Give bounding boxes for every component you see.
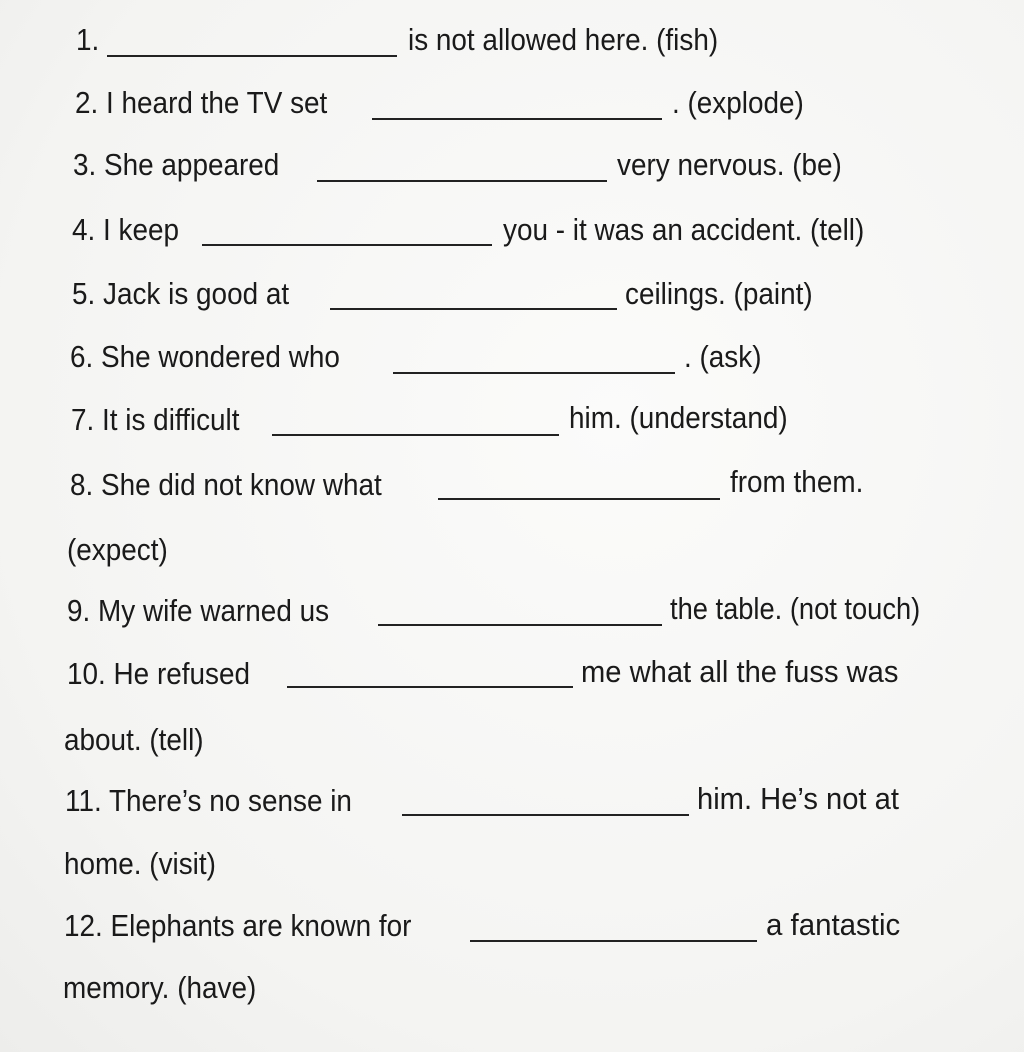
item-4-after: you - it was an accident. (tell): [503, 212, 865, 247]
item-1-after: is not allowed here. (fish): [408, 22, 719, 57]
item-4-before: 4. I keep: [72, 212, 180, 247]
item-3-blank[interactable]: [317, 180, 607, 182]
item-2-before: 2. I heard the TV set: [75, 85, 328, 120]
item-3-after: very nervous. (be): [617, 147, 842, 182]
item-10-before: 10. He refused: [67, 656, 251, 691]
item-4-blank[interactable]: [202, 244, 492, 246]
item-8-after: from them.: [730, 464, 864, 499]
item-5-blank[interactable]: [330, 308, 617, 310]
item-11-before: 11. There’s no sense in: [65, 783, 352, 818]
item-2-blank[interactable]: [372, 118, 662, 120]
item-10-blank[interactable]: [287, 686, 573, 688]
item-1-before: 1.: [76, 22, 100, 57]
item-9-before: 9. My wife warned us: [67, 593, 330, 628]
item-7-blank[interactable]: [272, 434, 559, 436]
item-9-blank[interactable]: [378, 624, 662, 626]
item-7-before: 7. It is difficult: [71, 402, 240, 437]
item-11-continuation: home. (visit): [64, 846, 216, 881]
item-11-after: him. He’s not at: [697, 781, 899, 816]
item-12-blank[interactable]: [470, 940, 757, 942]
item-6-before: 6. She wondered who: [70, 339, 340, 374]
item-10-continuation: about. (tell): [64, 722, 204, 757]
item-10-after: me what all the fuss was: [581, 654, 899, 689]
item-1-blank[interactable]: [107, 55, 397, 57]
item-12-after: a fantastic: [766, 907, 901, 942]
item-2-after: . (explode): [672, 85, 804, 120]
item-8-blank[interactable]: [438, 498, 720, 500]
item-9-after: the table. (not touch): [670, 591, 921, 626]
item-3-before: 3. She appeared: [73, 147, 280, 182]
item-8-before: 8. She did not know what: [70, 467, 382, 502]
item-5-before: 5. Jack is good at: [72, 276, 290, 311]
item-7-after: him. (understand): [569, 400, 788, 435]
item-11-blank[interactable]: [402, 814, 689, 816]
item-5-after: ceilings. (paint): [625, 276, 813, 311]
item-6-after: . (ask): [684, 339, 762, 374]
item-12-before: 12. Elephants are known for: [64, 908, 412, 943]
item-6-blank[interactable]: [393, 372, 675, 374]
item-8-continuation: (expect): [67, 532, 168, 567]
item-12-continuation: memory. (have): [63, 970, 257, 1005]
